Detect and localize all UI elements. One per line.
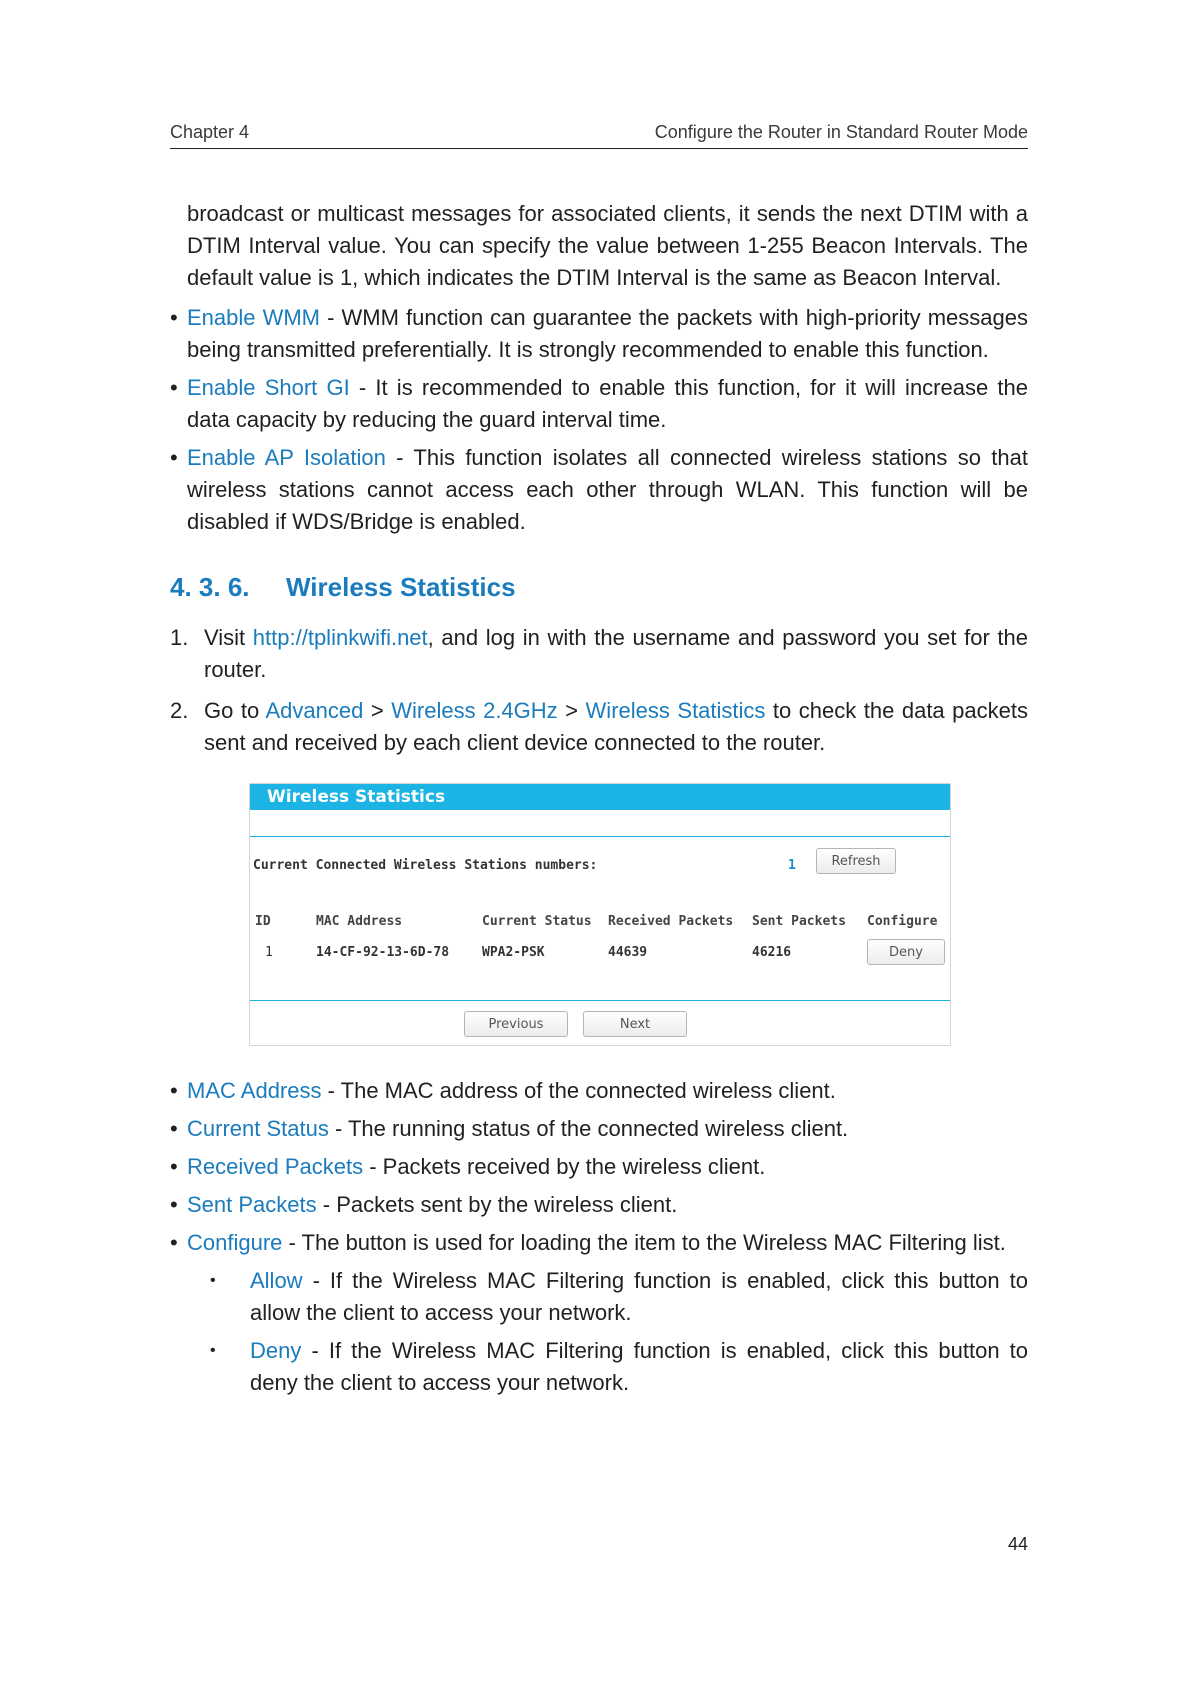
bullet-text: - If the Wireless MAC Filtering function is enabled, click this button to allow the client to access your network.	[250, 1268, 1028, 1325]
col-configure: Configure	[867, 914, 938, 929]
step-text: to check the data packets sent and received by each client device connected to the router.	[204, 698, 1028, 755]
section-number: 4. 3. 6.	[170, 572, 250, 602]
col-mac: MAC Address	[316, 914, 403, 929]
stations-label: Current Connected Wireless Stations numbers:	[253, 858, 598, 873]
refresh-button[interactable]: Refresh	[816, 848, 896, 874]
bullet-configure	[187, 1227, 1028, 1259]
row-sent: 46216	[752, 945, 792, 960]
bullet-marker: •	[170, 1154, 178, 1179]
term-mac-address: MAC Address	[187, 1078, 322, 1103]
bullet-text: - It is recommended to enable this function, for it will increase the data capacity by reducing the guard interval time.	[187, 375, 1028, 432]
term-current-status: Current Status	[187, 1116, 329, 1141]
step-2	[204, 695, 1028, 759]
bullet-text: - Packets received by the wireless client.	[363, 1154, 766, 1179]
bullet-marker: •	[170, 1078, 178, 1103]
nav-wireless-24ghz: Wireless 2.4GHz	[391, 698, 558, 723]
nav-separator: >	[363, 698, 392, 723]
step-text: Go to	[204, 698, 266, 723]
bullet-received-packets	[187, 1151, 1028, 1183]
divider	[250, 836, 950, 837]
term-allow: Allow	[250, 1268, 303, 1293]
row-mac: 14-CF-92-13-6D-78	[316, 945, 450, 960]
bullet-text: - The button is used for loading the item to the Wireless MAC Filtering list.	[282, 1230, 1006, 1255]
stations-count: 1	[788, 858, 796, 873]
bullet-marker: •	[170, 1116, 178, 1141]
intro-paragraph: broadcast or multicast messages for associated clients, it sends the next DTIM with a DTIM Interval value. You can specify the value between 1-255 Beacon Intervals. The default value is 1, which indicates the DTIM Interval is the same as Beacon Interval.	[187, 201, 1028, 290]
term-enable-ap-isolation: Enable AP Isolation	[187, 445, 386, 470]
bullet-marker: •	[170, 1230, 178, 1255]
bullet-text: - The MAC address of the connected wireless client.	[321, 1078, 836, 1103]
section-heading	[170, 572, 516, 603]
term-configure: Configure	[187, 1230, 283, 1255]
section-title: Wireless Statistics	[286, 572, 516, 602]
row-status: WPA2-PSK	[482, 945, 545, 960]
col-sent: Sent Packets	[752, 914, 846, 929]
panel-title: Wireless Statistics	[250, 784, 950, 810]
bullet-sent-packets	[187, 1189, 1028, 1221]
step-marker: 2.	[170, 698, 189, 723]
bullet-text: - This function isolates all connected wireless stations so that wireless stations cannot access each other through WLAN. This function will be disabled if WDS/Bridge is enabled.	[187, 445, 1028, 534]
wireless-statistics-panel	[249, 783, 951, 1046]
divider	[250, 1000, 950, 1001]
bullet-marker: •	[170, 1192, 178, 1217]
bullet-text: - The running status of the connected wireless client.	[328, 1116, 849, 1141]
tplinkwifi-link[interactable]: http://tplinkwifi.net	[252, 625, 428, 650]
bullet-text: - If the Wireless MAC Filtering function is enabled, click this button to deny the client to access your network.	[250, 1338, 1028, 1395]
step-1	[204, 622, 1028, 686]
term-sent-packets: Sent Packets	[187, 1192, 317, 1217]
sub-bullet-marker: •	[210, 1272, 216, 1289]
col-id: ID	[255, 914, 271, 929]
term-deny: Deny	[250, 1338, 302, 1363]
step-marker: 1.	[170, 625, 189, 650]
row-id: 1	[265, 945, 273, 960]
nav-separator: >	[557, 698, 586, 723]
bullet-text: - Packets sent by the wireless client.	[316, 1192, 678, 1217]
bullet-marker: •	[170, 375, 178, 400]
bullet-current-status	[187, 1113, 1028, 1145]
page-number: 44	[1007, 1534, 1028, 1554]
bullet-enable-wmm	[187, 302, 1028, 366]
term-received-packets: Received Packets	[187, 1154, 364, 1179]
term-enable-short-gi: Enable Short GI	[187, 375, 350, 400]
previous-button[interactable]: Previous	[464, 1011, 568, 1037]
page-header	[170, 120, 1028, 149]
step-text: , and log in with the username and password you set for the router.	[204, 625, 1028, 682]
sub-bullet-marker: •	[210, 1342, 216, 1359]
nav-wireless-statistics: Wireless Statistics	[585, 698, 766, 723]
nav-advanced: Advanced	[265, 698, 364, 723]
sub-bullet-deny	[250, 1335, 1028, 1399]
deny-button[interactable]: Deny	[867, 939, 945, 965]
next-button[interactable]: Next	[583, 1011, 687, 1037]
bullet-marker: •	[170, 305, 178, 330]
row-received: 44639	[608, 945, 648, 960]
step-text: Visit	[204, 625, 253, 650]
bullet-enable-ap-isolation	[187, 442, 1028, 538]
term-enable-wmm: Enable WMM	[187, 305, 321, 330]
col-received: Received Packets	[608, 914, 734, 929]
bullet-text: - WMM function can guarantee the packets with high-priority messages being transmitted preferentially. It is strongly recommended to enable this function.	[187, 305, 1028, 362]
sub-bullet-allow	[250, 1265, 1028, 1329]
chapter-label: Chapter 4	[170, 122, 250, 142]
col-status: Current Status	[482, 914, 592, 929]
bullet-enable-short-gi	[187, 372, 1028, 436]
chapter-title: Configure the Router in Standard Router Mode	[654, 122, 1028, 142]
bullet-marker: •	[170, 445, 178, 470]
bullet-mac-address	[187, 1075, 1028, 1107]
